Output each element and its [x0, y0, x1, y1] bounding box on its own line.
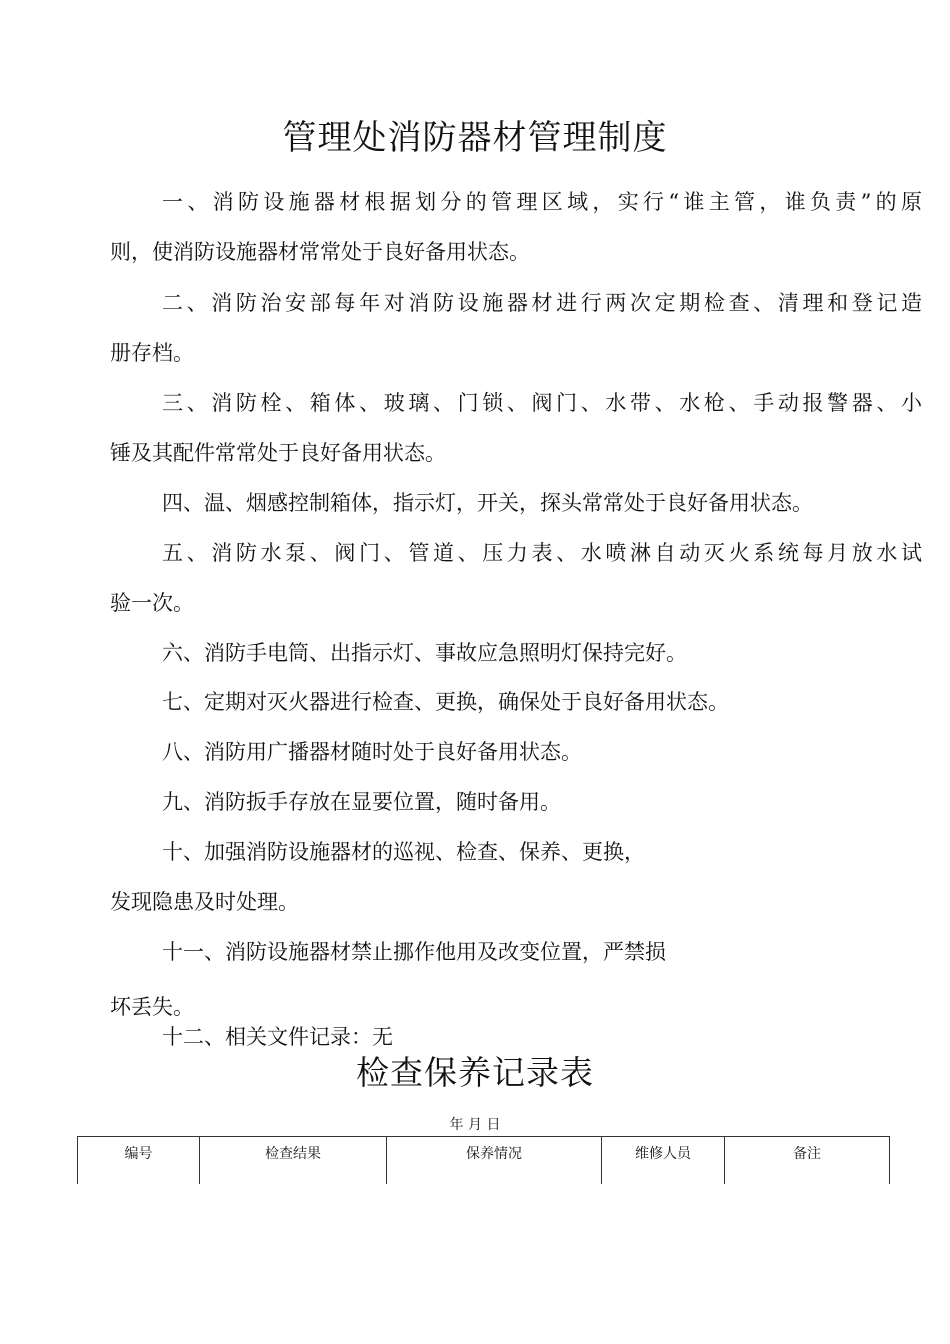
page-title: 管理处消防器材管理制度 [282, 118, 668, 158]
column-header-repair-staff: 维修人员 [602, 1137, 725, 1185]
rule-12: 十二、相关文件记录：无 [162, 1025, 393, 1049]
rule-10-line-1: 十、加强消防设施器材的巡视、检查、保养、更换， [162, 840, 645, 864]
rule-10-line-2: 发现隐患及时处理。 [110, 890, 299, 914]
rule-3-line-1: 三、消防栓、箱体、玻璃、门锁、阀门、水带、水枪、手动报警器、小 [162, 391, 922, 415]
rule-1-line-2: 则，使消防设施器材常常处于良好备用状态。 [110, 240, 530, 264]
rule-5-line-2: 验一次。 [110, 591, 194, 615]
rule-11-line-1: 十一、消防设施器材禁止挪作他用及改变位置，严禁损 [162, 940, 666, 964]
rule-2-line-2: 册存档。 [110, 341, 194, 365]
rule-11-line-2: 坏丢失。 [110, 995, 194, 1019]
rule-9: 九、消防扳手存放在显要位置，随时备用。 [162, 790, 561, 814]
record-title: 检查保养记录表 [356, 1053, 594, 1092]
column-header-remarks: 备注 [725, 1137, 890, 1185]
record-table [77, 1136, 890, 1184]
column-header-number: 编号 [78, 1137, 200, 1185]
rule-8: 八、消防用广播器材随时处于良好备用状态。 [162, 740, 582, 764]
rule-1-line-1: 一、消防设施器材根据划分的管理区域，实行“谁主管，谁负责”的原 [162, 190, 922, 214]
rule-5-line-1: 五、消防水泵、阀门、管道、压力表、水喷淋自动灭火系统每月放水试 [162, 541, 922, 565]
rule-2-line-1: 二、消防治安部每年对消防设施器材进行两次定期检查、清理和登记造 [162, 291, 922, 315]
record-date-label: 年 月 日 [449, 1117, 501, 1133]
rule-4: 四、温、烟感控制箱体，指示灯，开关，探头常常处于良好备用状态。 [162, 491, 813, 515]
rule-7: 七、定期对灭火器进行检查、更换，确保处于良好备用状态。 [162, 690, 729, 714]
rule-6: 六、消防手电筒、出指示灯、事故应急照明灯保持完好。 [162, 641, 687, 665]
record-table-header-row [78, 1137, 890, 1185]
rule-3-line-2: 锤及其配件常常处于良好备用状态。 [110, 441, 446, 465]
column-header-inspection-result: 检查结果 [200, 1137, 387, 1185]
column-header-maintenance-status: 保养情况 [387, 1137, 602, 1185]
